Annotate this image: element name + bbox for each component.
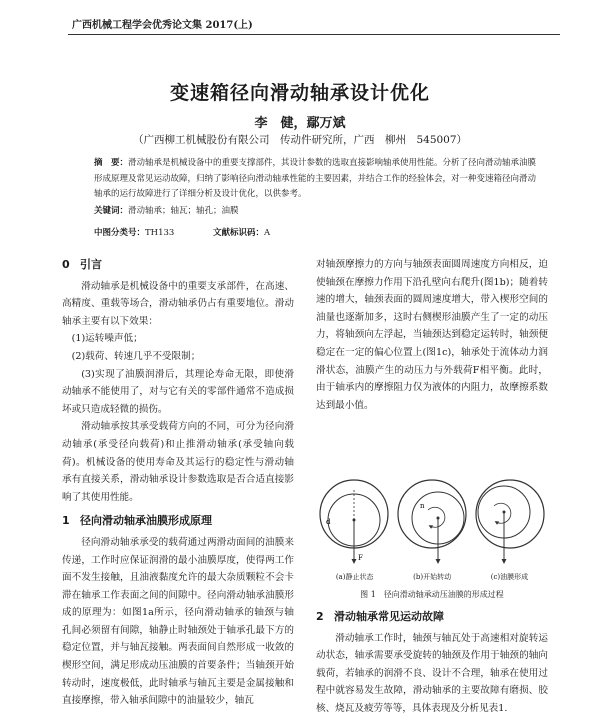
figure-1: [316, 470, 548, 570]
force-label: F: [358, 554, 363, 562]
section-heading-2: 2 滑动轴承常见运动故障: [316, 610, 444, 623]
paragraph: 滑动轴承是机械设备中的重要支承部件，在高速、高精度、重载等场合，滑动轴承仍占有重要地位。滑动轴承主要有以下效果：: [62, 280, 294, 327]
keywords: [94, 204, 542, 216]
bearing-starting: [398, 480, 466, 562]
sublabel-b: (b)开始转动: [413, 573, 452, 581]
running-head: 广西机械工程学会优秀论文集 2017(上): [72, 20, 253, 31]
paragraph: 对轴颈摩擦力的方向与轴颈表面圆周速度方向相反，迫使轴颈在摩擦力作用下沿孔壁向右爬升(图1b)；随着转速的增大，轴颈表面的圆周速度增大，带入楔形空间的油量也逐渐加多，这时右侧楔形油膜产生了一定的动压力，将轴颈向左浮起，当轴颈达到稳定运转时，轴颈便稳定在一定的偏心位置上(图1c)，轴承处于流体动力润滑状态，油膜产生的动压力与外载荷F相平衡。此时，由于轴承内的摩擦阻力仅为液体的内阻力，故摩擦系数达到最小值。: [316, 259, 548, 411]
paper-title: 变速箱径向滑动轴承设计优化: [169, 82, 430, 104]
paragraph: 径向滑动轴承承受的载荷通过两滑动面间的油膜来传递，工作时应保证润滑的最小油膜厚度，使得两工作面不发生接触，且油液黏度允许的最大杂质颗粒不会卡滞在轴承工作表面之间的间隙中。径向滑动轴承油膜形成的原理为：如图1a所示，径向滑动轴承的轴颈与轴孔间必须留有间隙，轴静止时轴颈处于轴承孔最下方的稳定位置，并与轴瓦接触。两表面间自然形成一收敛的楔形空间，满足形成动压油膜的首要条件；当轴颈开始转动时，速度极低，此时轴承与轴瓦主要是金属接触和直接摩擦，带入轴承间隙中的油量较少，轴瓦: [62, 536, 294, 707]
classification: [94, 226, 306, 238]
bearing-film-formed: [476, 480, 544, 562]
diameter-label: d: [326, 518, 331, 526]
affiliation: （广西柳工机械股份有限公司 传动件研究所，广西 柳州 545007）: [132, 134, 468, 146]
speed-label: n: [420, 502, 425, 510]
list-item: (2)载荷、转速几乎不受限制；: [71, 350, 201, 362]
right-column: [316, 256, 548, 414]
figure-sublabels: [316, 572, 548, 582]
sublabel-c: (c)油膜形成: [490, 573, 529, 581]
clc-label: 中图分类号：: [94, 228, 146, 238]
bearing-static: [320, 480, 388, 562]
right-column-lower: [316, 608, 548, 718]
keywords-label: 关键词：: [94, 206, 129, 216]
abstract-text: 滑动轴承是机械设备中的重要支撑部件，其设计参数的选取直接影响轴承使用性能。分析了径向滑动轴承油膜形成原理及常见运动故障，归纳了影响径向滑动轴承性能的主要因素，并结合工作的经验体会，对一种变速箱径向滑动轴承的运行故障进行了详细分析及设计优化，以供参考。: [94, 158, 537, 199]
section-heading-intro: 0 引言: [62, 258, 102, 271]
left-column: [62, 256, 294, 710]
doc-code-value: A: [264, 228, 271, 238]
clc-value: TH133: [145, 228, 175, 238]
section-heading-1: 1 径向滑动轴承油膜形成原理: [62, 514, 212, 528]
header-divider: [68, 34, 560, 35]
keywords-text: 滑动轴承；轴瓦；轴孔；油膜: [128, 206, 239, 216]
paragraph: 滑动轴承按其承受载荷方向的不同，可分为径向滑动轴承(承受径向载荷)和止推滑动轴承(承受轴向载荷)。机械设备的使用寿命及其运行的稳定性与滑动轴承有直接关系，滑动轴承设计参数选取是否合适直接影响了其使用性能。: [62, 421, 294, 503]
paragraph: 滑动轴承工作时，轴颈与轴瓦处于高速相对旋转运动状态，轴承需要承受旋转的轴颈及作用于轴颈的轴向载荷，若轴承的润滑不良、设计不合理，轴承在使用过程中就容易发生故障，滑动轴承的主要故障有磨损、胶核、烧瓦及疲劳等等，具体表现及分析见表1.: [316, 632, 548, 714]
doc-code-label: 文献标识码：: [213, 228, 265, 238]
figure-caption: 图 1 径向滑动轴承动压油膜的形成过程: [360, 590, 504, 599]
abstract: [94, 156, 542, 203]
sublabel-a: (a)静止状态: [335, 573, 374, 581]
abstract-label: 摘 要：: [94, 158, 129, 168]
list-item: (3)实现了油膜润滑后，其理论寿命无限，即使滑动轴承不能使用了，对与它有关的零部件通常不造成损坏或只造成轻微的损伤。: [62, 368, 294, 415]
authors: 李 健，鄢万斌: [254, 116, 346, 131]
list-item: (1)运转噪声低；: [71, 333, 143, 345]
